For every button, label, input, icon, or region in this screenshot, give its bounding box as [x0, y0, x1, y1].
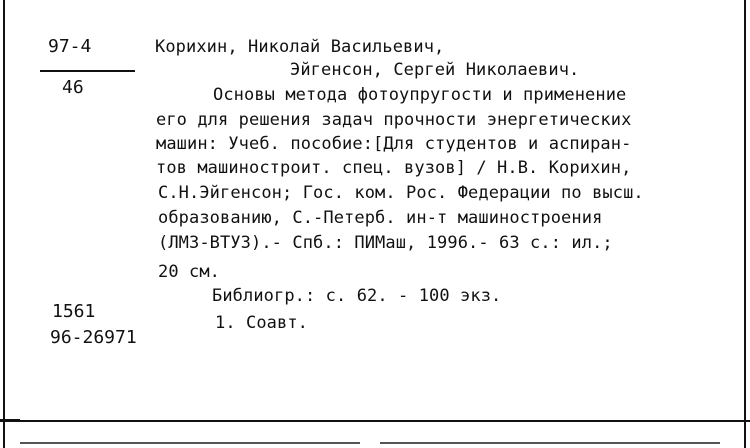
registration-number: 96-26971 — [50, 327, 137, 348]
title-line-1: Основы метода фотоупругости и применение — [213, 85, 627, 105]
call-number-bottom: 46 — [62, 77, 84, 98]
publication-line: (ЛМЗ-ВТУЗ).- Спб.: ПИМаш, 1996.- 63 с.: ил.; — [158, 233, 613, 253]
title-line-5: С.Н.Эйгенсон; Гос. ком. Рос. Федерации по высш. — [158, 183, 644, 203]
bibliography-note: Библиогр.: с. 62. - 100 экз. — [212, 286, 502, 306]
card-rod-hole-mark — [0, 408, 22, 432]
call-number-divider — [40, 70, 135, 72]
author-2: Эйгенсон, Сергей Николаевич. — [290, 60, 580, 80]
size-line: 20 см. — [158, 262, 221, 282]
card-bottom-edge — [0, 420, 750, 422]
title-line-6: образованию, С.-Петерб. ин-т машиностроения — [158, 208, 603, 228]
tracing-note: 1. Соавт. — [215, 313, 309, 333]
title-line-2: его для решения задач прочности энергетических — [156, 110, 632, 130]
card-right-edge — [744, 0, 746, 448]
call-number-top: 97-4 — [48, 36, 92, 57]
inventory-number: 1561 — [52, 301, 96, 322]
title-line-4: тов машиностроит. спец. вузов] / Н.В. Корихин, — [156, 158, 632, 178]
title-line-3: машин: Учеб. пособие:[Для студентов и аспиран- — [156, 134, 632, 154]
author-1: Корихин, Николай Васильевич, — [155, 37, 445, 57]
card-bottom-margin — [0, 436, 750, 448]
card-left-edge — [3, 0, 5, 448]
